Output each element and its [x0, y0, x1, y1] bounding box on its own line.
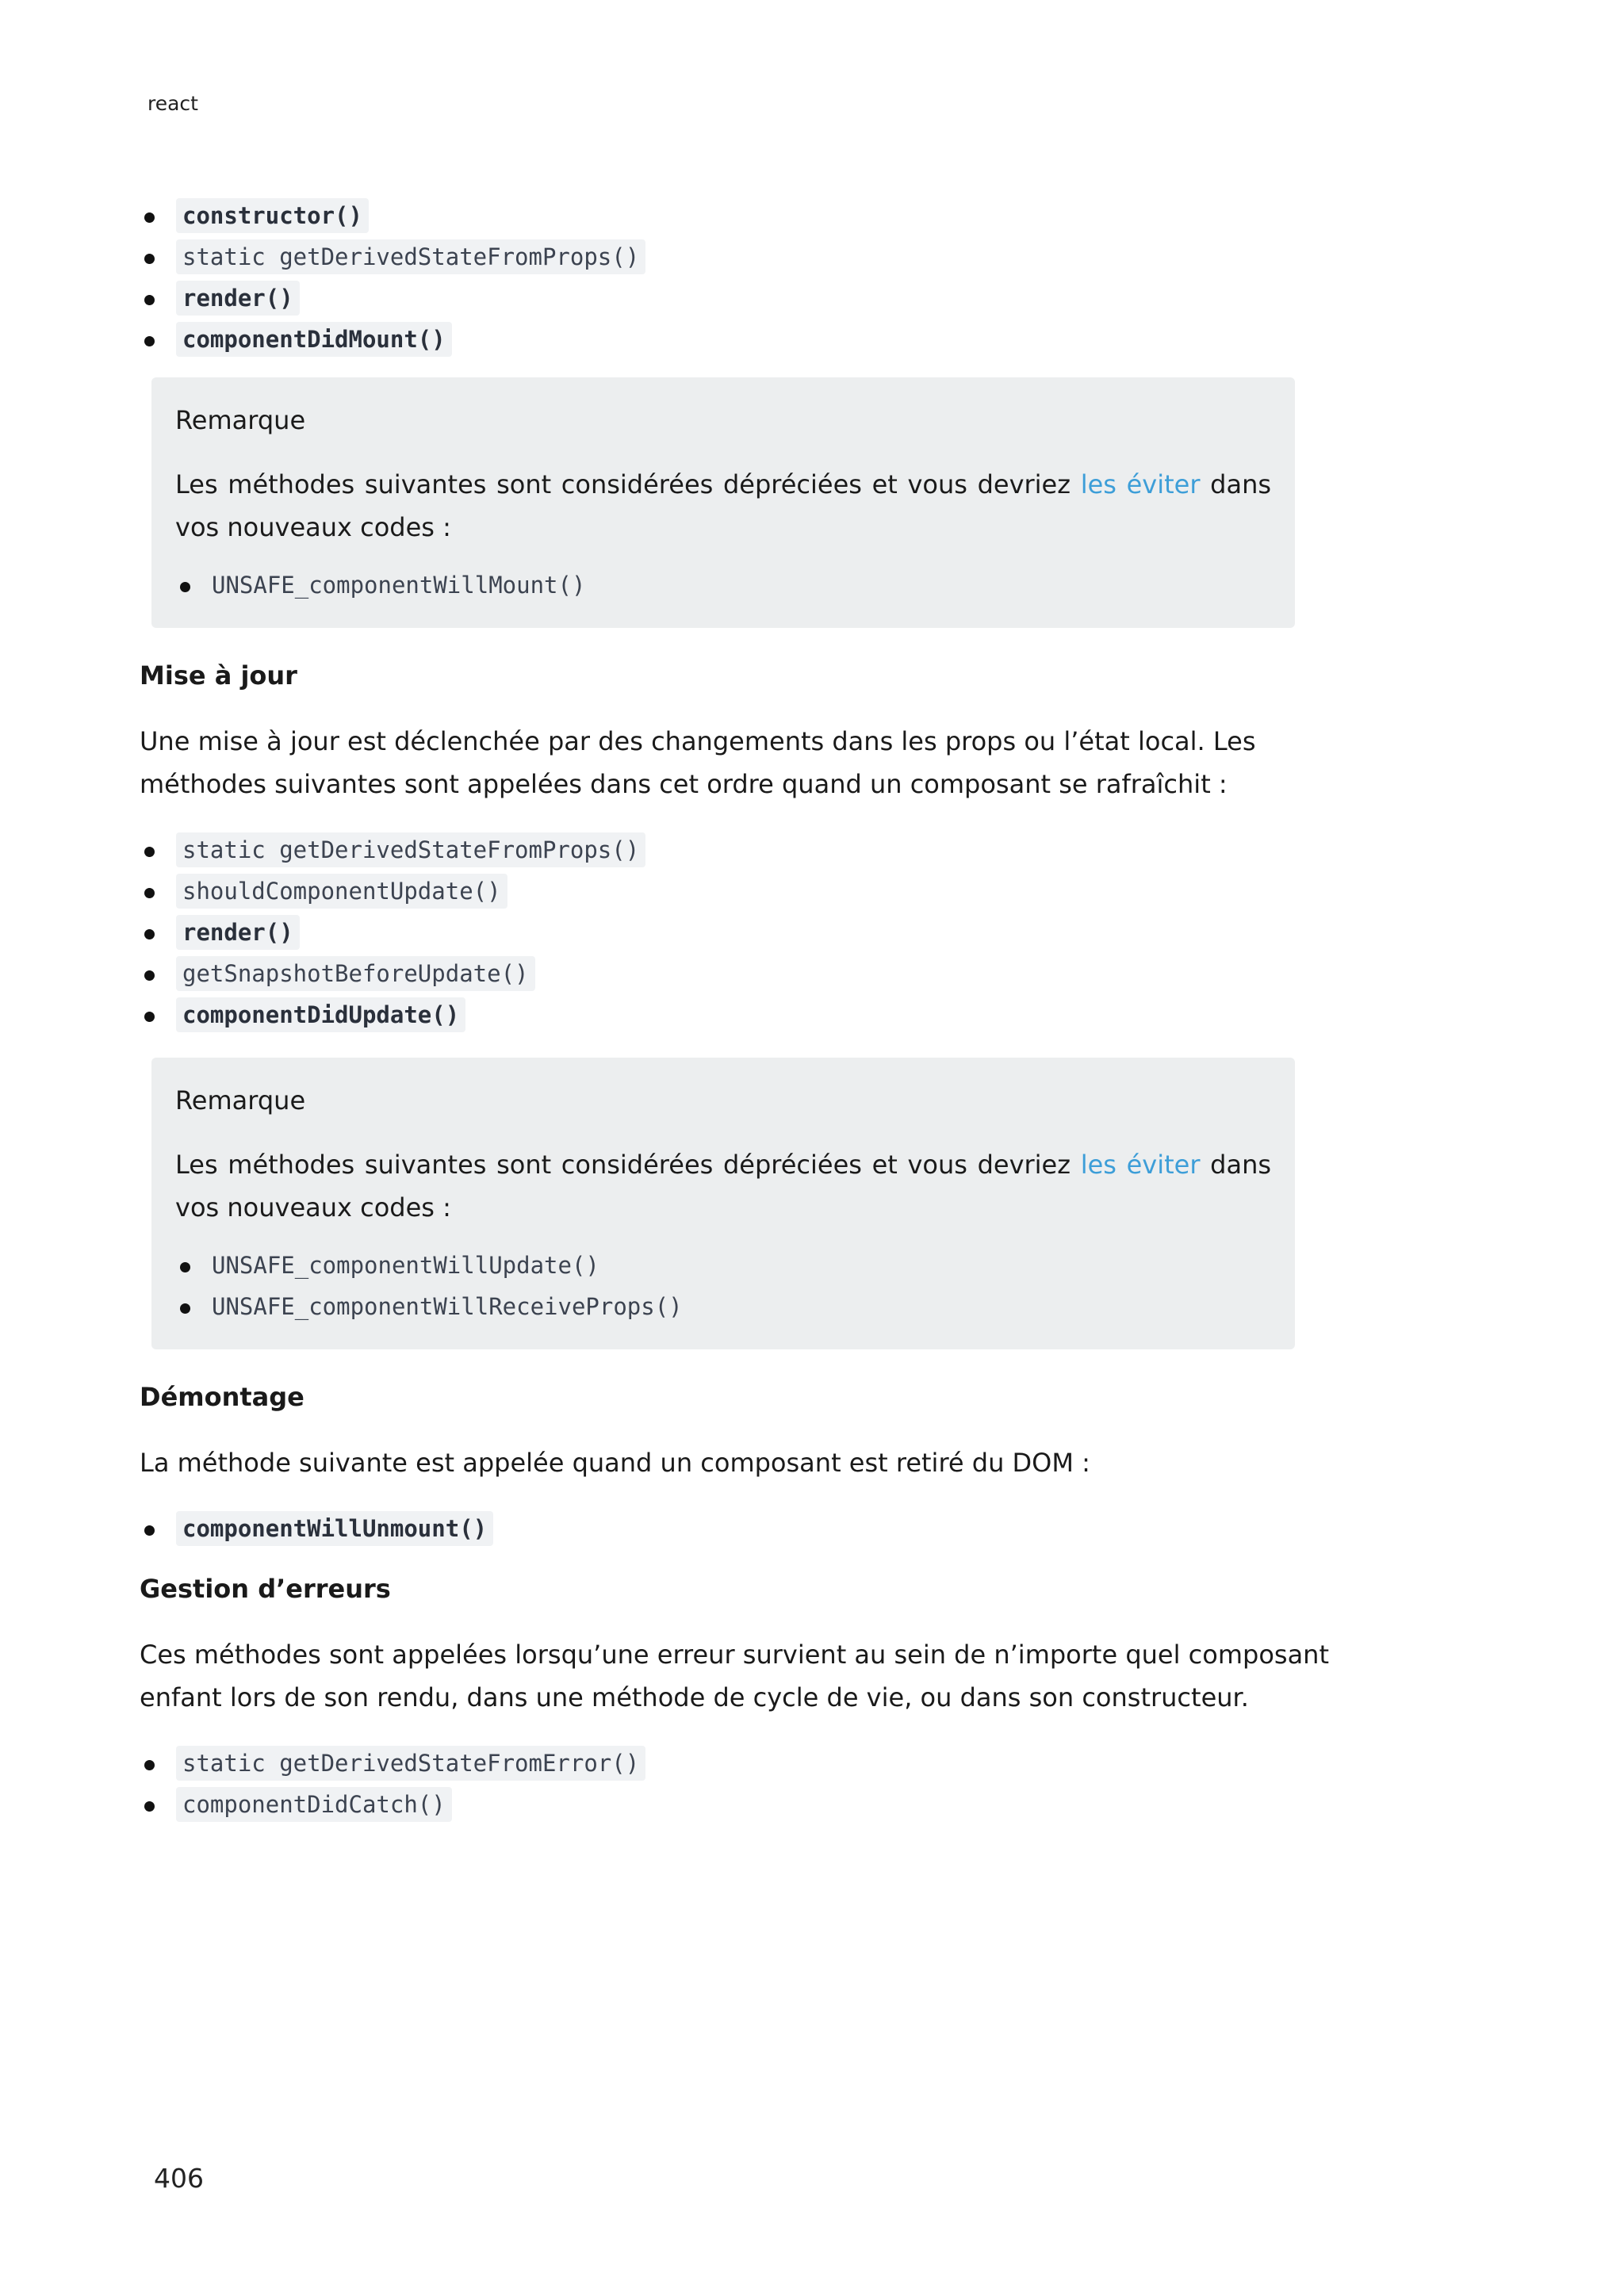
method-code: getSnapshotBeforeUpdate() [176, 956, 535, 991]
section-paragraph: La méthode suivante est appelée quand un composant est retiré du DOM : [140, 1448, 1090, 1478]
list-item [175, 1245, 1271, 1286]
method-code: componentWillUnmount() [176, 1511, 493, 1546]
note-title: Remarque [175, 405, 306, 435]
error-method-list [140, 1743, 1354, 1825]
method-code: UNSAFE_componentWillUpdate() [212, 1252, 599, 1279]
section-heading-unmount: Démontage [140, 1382, 304, 1412]
list-item [140, 319, 1354, 360]
running-header: react [147, 92, 198, 115]
list-item [140, 994, 1354, 1035]
unmount-method-list [140, 1508, 1354, 1549]
note-text: Les méthodes suivantes sont considérées dépréciées et vous devriez les éviter dans vos nouveaux codes : [175, 1150, 1272, 1223]
section-paragraph: Ces méthodes sont appelées lorsqu’une erreur survient au sein de n’importe quel composant enfant lors de son rendu, dans une méthode de cycle de vie, ou dans son constructeur. [140, 1640, 1329, 1712]
deprecated-method-list [175, 564, 1271, 606]
deprecation-note [151, 1058, 1295, 1349]
section-heading-errors: Gestion d’erreurs [140, 1574, 391, 1604]
note-title: Remarque [175, 1085, 306, 1115]
method-code: UNSAFE_componentWillMount() [212, 572, 586, 599]
document-body [140, 190, 1354, 1825]
method-code: render() [176, 915, 300, 950]
method-code: static getDerivedStateFromProps() [176, 832, 645, 867]
list-item [140, 277, 1354, 319]
note-text: Les méthodes suivantes sont considérées dépréciées et vous devriez les éviter dans vos nouveaux codes : [175, 469, 1272, 542]
method-code: UNSAFE_componentWillReceiveProps() [212, 1293, 683, 1320]
method-code: static getDerivedStateFromError() [176, 1746, 645, 1781]
list-item [175, 1286, 1271, 1327]
method-code: static getDerivedStateFromProps() [176, 239, 645, 274]
list-item [140, 236, 1354, 277]
method-code: componentDidCatch() [176, 1787, 452, 1822]
method-code: shouldComponentUpdate() [176, 874, 508, 909]
avoid-link[interactable]: les éviter [1080, 1150, 1201, 1180]
update-method-list [140, 829, 1354, 1035]
list-item [140, 829, 1354, 871]
mounting-method-list [140, 195, 1354, 360]
page-number: 406 [154, 2163, 204, 2194]
list-item [140, 1743, 1354, 1784]
method-code: constructor() [176, 198, 369, 233]
section-paragraph: Une mise à jour est déclenchée par des changements dans les props ou l’état local. Les méthodes suivantes sont appelées dans cet ordre quand un composant se rafraîchit : [140, 726, 1256, 799]
method-code: render() [176, 281, 300, 316]
list-item [175, 564, 1271, 606]
avoid-link[interactable]: les éviter [1080, 469, 1201, 499]
list-item [140, 1508, 1354, 1549]
list-item [140, 1784, 1354, 1825]
section-heading-update: Mise à jour [140, 660, 297, 691]
deprecation-note [151, 377, 1295, 628]
list-item [140, 195, 1354, 236]
method-code: componentDidUpdate() [176, 997, 465, 1032]
list-item [140, 912, 1354, 953]
deprecated-method-list [175, 1245, 1271, 1327]
list-item [140, 953, 1354, 994]
method-code: componentDidMount() [176, 322, 452, 357]
list-item [140, 871, 1354, 912]
